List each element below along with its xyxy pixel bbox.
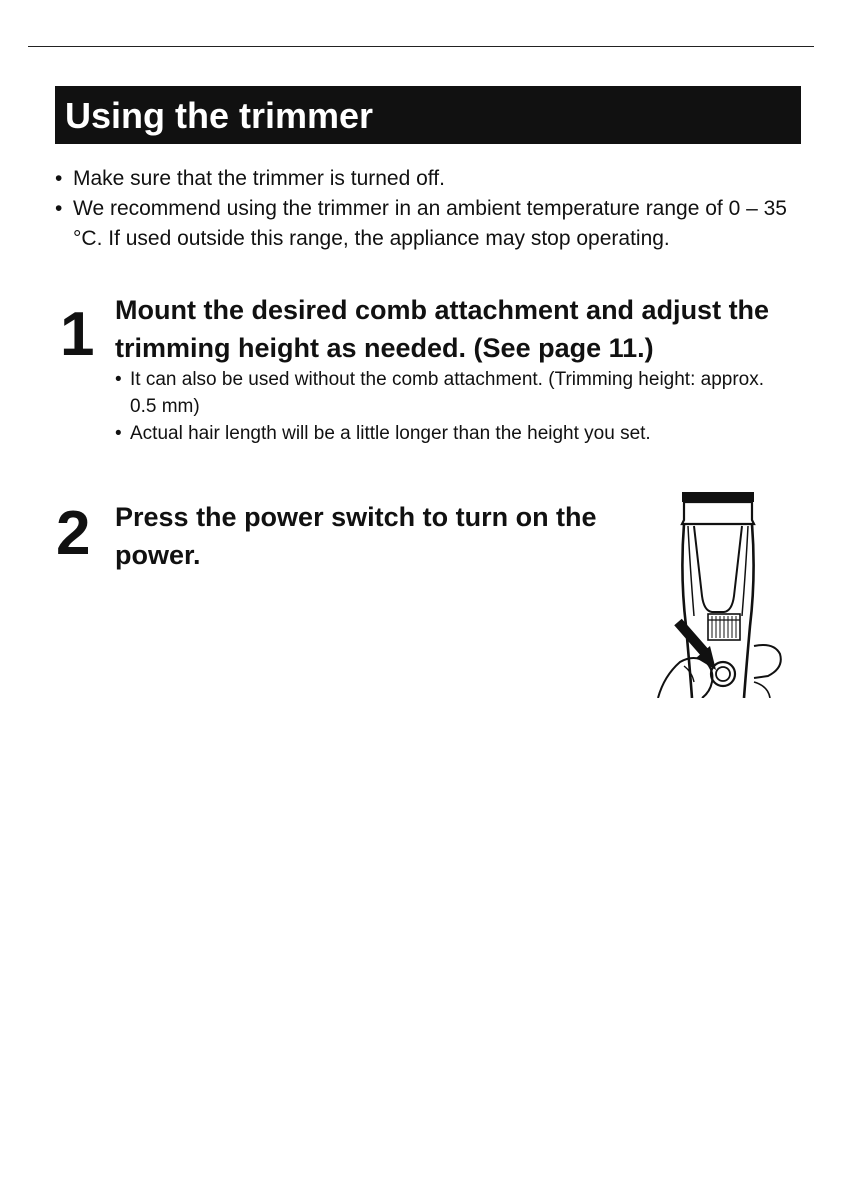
note-item: • Make sure that the trimmer is turned off. — [55, 164, 805, 194]
step-2-title: Press the power switch to turn on the power. — [115, 502, 597, 570]
step-1-number: 1 — [60, 300, 95, 369]
step-1-notes — [115, 366, 795, 447]
step-note-item: • Actual hair length will be a little longer than the height you set. — [115, 420, 795, 447]
note-item: • We recommend using the trimmer in an ambient temperature range of 0 – 35 °C. If used outside this range, the appliance may stop operating. — [55, 194, 805, 254]
top-rule — [28, 46, 814, 47]
section-header — [55, 86, 801, 144]
step-2-number: 2 — [56, 499, 91, 568]
section-title: Using the trimmer — [65, 95, 374, 136]
step-note-item: • It can also be used without the comb attachment. (Trimming height: approx. 0.5 mm) — [115, 366, 795, 420]
step-1-title: Mount the desired comb attachment and adjust the trimming height as needed. (See page 11.) — [115, 295, 770, 363]
general-notes — [55, 164, 805, 254]
trimmer-power-switch-icon — [650, 486, 790, 698]
